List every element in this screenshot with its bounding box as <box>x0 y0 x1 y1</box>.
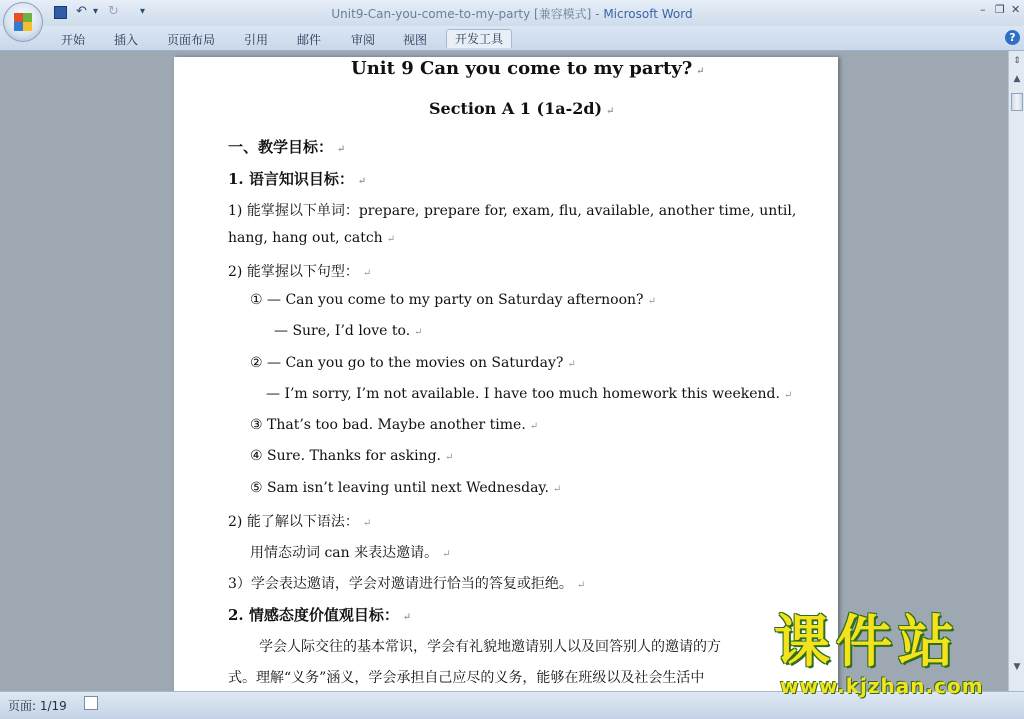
customize-toolbar-icon[interactable]: ▾ <box>140 6 146 17</box>
window-title <box>0 5 1024 22</box>
watermark-url: www.kjzhan.com <box>780 674 984 698</box>
doc-line-invitation-skill: 3）学会表达邀请，学会对邀请进行恰当的答复或拒绝。 ↵ <box>228 576 586 592</box>
document-workspace <box>0 51 1008 691</box>
section-heading: Section A 1 (1a-2d) ↵ <box>429 99 615 118</box>
doc-line-sentence-1-reply: — Sure, I’d love to. ↵ <box>274 323 423 339</box>
close-button[interactable]: ✕ <box>1011 3 1021 16</box>
doc-line-paragraph-1: 学会人际交往的基本常识，学会有礼貌地邀请别人以及回答别人的邀请的方 <box>259 639 721 655</box>
tab-references[interactable]: 引用 <box>244 33 269 47</box>
doc-line-sentence-2: ② — Can you go to the movies on Saturday? ↵ <box>250 355 576 371</box>
doc-line-sentence-4: ④ Sure. Thanks for asking. ↵ <box>250 448 454 464</box>
doc-line-sentence-2-reply: — I’m sorry, I’m not available. I have too much homework this weekend. ↵ <box>266 386 793 402</box>
title-bar <box>0 0 1024 26</box>
doc-line-sentences: 2) 能掌握以下句型： ↵ <box>228 264 372 280</box>
watermark-title: 课件站 <box>774 610 960 675</box>
minimize-button[interactable]: – <box>980 3 986 16</box>
undo-icon[interactable]: ↶ <box>76 4 87 19</box>
page-count[interactable]: 页面: 1/19 <box>8 699 67 713</box>
vertical-scrollbar[interactable] <box>1008 51 1024 691</box>
doc-line-vocab-cont: hang, hang out, catch ↵ <box>228 230 396 246</box>
doc-line-grammar-detail: 用情态动词 can 来表达邀请。 ↵ <box>250 545 451 561</box>
tab-mailings[interactable]: 邮件 <box>297 33 322 47</box>
doc-line-sentence-5: ⑤ Sam isn’t leaving until next Wednesday. ↵ <box>250 480 562 496</box>
watermark-logo <box>774 610 1014 698</box>
tab-insert[interactable]: 插入 <box>114 33 139 47</box>
doc-line-sentence-1: ① — Can you come to my party on Saturday afternoon? ↵ <box>250 292 656 308</box>
doc-line-knowledge-goal: 1. 语言知识目标： ↵ <box>228 170 367 188</box>
office-logo-icon <box>14 13 32 31</box>
tab-review[interactable]: 审阅 <box>351 33 376 47</box>
doc-line-vocab: 1) 能掌握以下单词：prepare, prepare for, exam, flu, available, another time, until, <box>228 203 797 219</box>
ribbon-tabs <box>0 26 1024 51</box>
document-title: Unit 9 Can you come to my party? ↵ <box>351 58 705 79</box>
proofing-icon[interactable] <box>84 696 98 710</box>
split-icon[interactable]: ⇕ <box>1013 56 1021 66</box>
doc-line-sentence-3: ③ That’s too bad. Maybe another time. ↵ <box>250 417 539 433</box>
tab-page-layout[interactable]: 页面布局 <box>167 33 216 47</box>
doc-line-grammar: 2) 能了解以下语法： ↵ <box>228 514 372 530</box>
tab-home[interactable]: 开始 <box>61 33 86 47</box>
doc-line-objectives: 一、教学目标： ↵ <box>228 138 346 156</box>
tab-view[interactable]: 视图 <box>403 33 428 47</box>
app-name: Microsoft Word <box>603 7 693 21</box>
redo-icon[interactable]: ↻ <box>108 4 119 19</box>
office-button[interactable] <box>3 2 43 42</box>
scrollbar-thumb[interactable] <box>1011 93 1023 111</box>
doc-line-paragraph-2: 式。理解“义务”涵义，学会承担自己应尽的义务，能够在班级以及社会生活中 <box>228 670 705 686</box>
tab-developer[interactable]: 开发工具 <box>446 29 512 48</box>
scroll-up-button[interactable]: ▲ <box>1013 74 1021 84</box>
document-page[interactable] <box>174 57 838 717</box>
undo-dropdown-icon[interactable]: ▾ <box>93 6 99 17</box>
scroll-down-button[interactable]: ▼ <box>1013 662 1021 672</box>
doc-line-attitude-goal: 2. 情感态度价值观目标： ↵ <box>228 606 412 624</box>
document-name: Unit9-Can-you-come-to-my-party [兼容模式] - <box>331 7 604 21</box>
help-icon[interactable]: ? <box>1005 30 1020 45</box>
restore-button[interactable]: ❐ <box>995 3 1005 16</box>
